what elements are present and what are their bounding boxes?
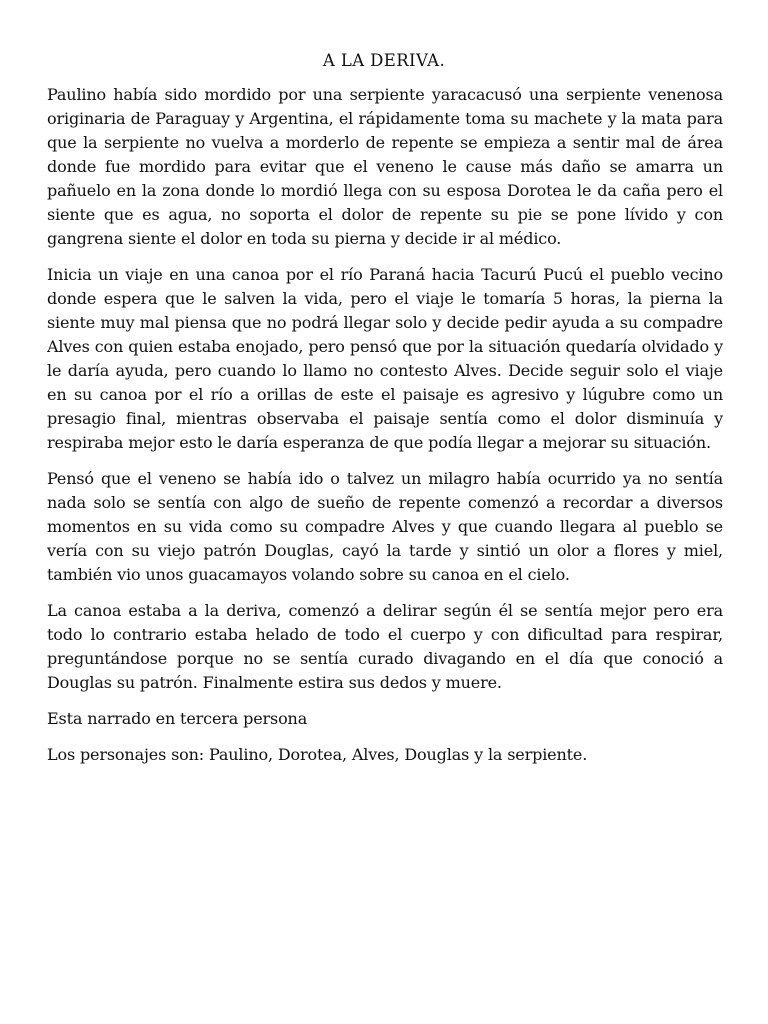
document-body bbox=[47, 83, 723, 779]
paragraph-1: Paulino había sido mordido por una serpiente yaracacusó una serpiente venenosa originaria de Paraguay y Argentina, el rápidamente toma su machete y la mata para que la serpiente no vuelva a morderlo de repente se empieza a sentir mal de área donde fue mordido para evitar que el veneno le cause más daño se amarra un pañuelo en la zona donde lo mordió llega con su esposa Dorotea le da caña pero el siente que es agua, no soporta el dolor de repente su pie se pone lívido y con gangrena siente el dolor en toda su pierna y decide ir al médico. bbox=[47, 85, 723, 248]
paragraph-2: Inicia un viaje en una canoa por el río Paraná hacia Tacurú Pucú el pueblo vecino donde espera que le salven la vida, pero el viaje le tomaría 5 horas, la pierna la siente muy mal piensa que no podrá llegar solo y decide pedir ayuda a su compadre Alves con quien estaba enojado, pero pensó que por la situación quedaría olvidado y le daría ayuda, pero cuando lo llamo no contesto Alves. Decide seguir solo el viaje en su canoa por el río a orillas de este el paisaje es agresivo y lúgubre como un presagio final, mientras observaba el paisaje sentía como el dolor disminuía y respiraba mejor esto le daría esperanza de que podía llegar a mejorar su situación. bbox=[47, 265, 723, 452]
paragraph-narrator: Esta narrado en tercera persona bbox=[47, 709, 308, 728]
paragraph-3: Pensó que el veneno se había ido o talvez un milagro había ocurrido ya no sentía nada solo se sentía con algo de sueño de repente comenzó a recordar a diversos momentos en su vida como su compadre Alves y que cuando llegara al pueblo se vería con su viejo patrón Douglas, cayó la tarde y sintió un olor a flores y miel, también vio unos guacamayos volando sobre su canoa en el cielo. bbox=[47, 469, 723, 584]
paragraph-characters: Los personajes son: Paulino, Dorotea, Alves, Douglas y la serpiente. bbox=[47, 745, 588, 764]
paragraph-4: La canoa estaba a la deriva, comenzó a delirar según él se sentía mejor pero era todo lo contrario estaba helado de todo el cuerpo y con dificultad para respirar, preguntándose porque no se sentía curado divagando en el día que conoció a Douglas su patrón. Finalmente estira sus dedos y muere. bbox=[47, 601, 723, 692]
document-title: A LA DERIVA. bbox=[322, 51, 446, 70]
